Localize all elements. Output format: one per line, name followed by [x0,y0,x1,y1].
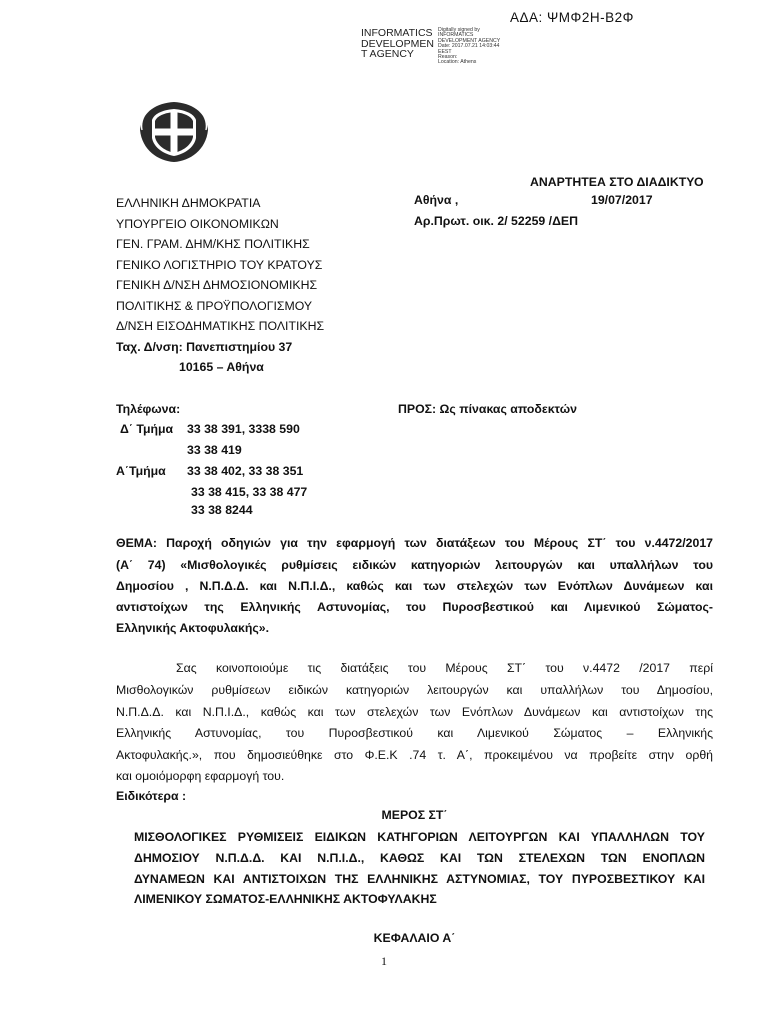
body-line: Ν.Π.Δ.Δ. και Ν.Π.Ι.Δ., καθώς και των στελεχών των Ενόπλων Δυνάμεων και αντιστοίχων της [116,705,713,719]
recipients-line: ΠΡΟΣ: Ως πίνακας αποδεκτών [398,402,577,416]
page-number: 1 [381,954,387,968]
dept-a-label: Α΄Τμήμα [116,464,166,478]
dept-a-phone: 33 38 415, 33 38 477 [191,485,308,499]
subject-line: αντιστοίχων της Ελληνικής Αστυνομίας, του Πυροσβεστικού και Λιμενικού Σώματος- [116,600,713,614]
subject-line: ΘΕΜΑ: Παροχή οδηγιών για την εφαρμογή των διατάξεων του Μέρους ΣΤ΄ του ν.4472/2017 [116,536,713,550]
dept-d-label: Δ΄ Τμήμα [120,422,174,436]
signature-detail-line: DEVELOPMENT AGENCY [438,37,501,44]
address-line: Ταχ. Δ/νση: Πανεπιστημίου 37 [116,339,293,354]
body-line: Ελληνικής Αστυνομίας, του Πυροσβεστικού και Λιμενικού Σώματος – Ελληνικής [116,726,713,740]
dept-a-phone: 33 38 402, 33 38 351 [187,464,304,478]
body-line: Ακτοφυλακής.», που δημοσιεύθηκε στο Φ.Ε.Κ .74 τ. Α΄, προκειμένου να προβείτε στην ορθή [116,748,713,762]
signature-name-line: DEVELOPMEN [361,37,434,50]
body-line: Σας κοινοποιούμε τις διατάξεις του Μέρους ΣΤ΄ του ν.4472 /2017 περί [176,661,713,675]
sender-line: ΠΟΛΙΤΙΚΗΣ & ΠΡΟΫΠΟΛΟΓΙΣΜΟΥ [116,298,313,313]
sender-line: ΥΠΟΥΡΓΕΙΟ ΟΙΚΟΝΟΜΙΚΩΝ [116,216,279,231]
chapter-title: ΚΕΦΑΛΑΙΟ Α΄ [373,931,456,945]
dept-d-phone: 33 38 391, 3338 590 [187,422,300,436]
subject-line: Ελληνικής Ακτοφυλακής». [116,621,269,635]
signature-detail-line: INFORMATICS [438,32,474,39]
part-line: ΜΙΣΘΟΛΟΓΙΚΕΣ ΡΥΘΜΙΣΕΙΣ ΕΙΔΙΚΩΝ ΚΑΤΗΓΟΡΙΩΝ ΛΕΙΤΟΥΡΓΩΝ ΚΑΙ ΥΠΑΛΛΗΛΩΝ ΤΟΥ [134,830,705,844]
postal-line: 10165 – Αθήνα [179,360,264,374]
document-date: 19/07/2017 [591,193,653,207]
signature-name [361,28,434,60]
part-line: ΛΙΜΕΝΙΚΟΥ ΣΩΜΑΤΟΣ-ΕΛΛΗΝΙΚΗΣ ΑΚΤΟΦΥΛΑΚΗΣ [134,892,437,906]
city-label: Αθήνα , [414,193,459,207]
sender-line: ΓΕΝΙΚΟ ΛΟΓΙΣΤΗΡΙΟ ΤΟΥ ΚΡΑΤΟΥΣ [116,257,323,272]
part-line: ΔΗΜΟΣΙΟΥ Ν.Π.Δ.Δ. ΚΑΙ Ν.Π.Ι.Δ., ΚΑΘΩΣ ΚΑΙ ΤΩΝ ΣΤΕΛΕΧΩΝ ΤΩΝ ΕΝΟΠΛΩΝ [134,851,705,865]
signature-name-line: INFORMATICS [361,27,433,39]
sender-line: ΓΕΝ. ΓΡΑΜ. ΔΗΜ/ΚΗΣ ΠΟΛΙΤΙΚΗΣ [116,237,310,251]
body-line: και ομοιόμορφη εφαρμογή του. [116,769,285,783]
subject-line: Δημοσίου , Ν.Π.Δ.Δ. και Ν.Π.Ι.Δ., καθώς και των στελεχών των Ενόπλων Δυνάμεων και [116,579,713,593]
dept-d-phone: 33 38 419 [187,443,242,457]
signature-detail-line: EEST [438,48,452,55]
protocol-number: Αρ.Πρωτ. οικ. 2/ 52259 /ΔΕΠ [414,214,578,228]
signature-detail-line: Date: 2017.07.21 14:03:44 [438,43,500,50]
post-notice: ΑΝΑΡΤΗΤΕΑ ΣΤΟ ΔΙΑΔΙΚΤΥΟ [530,175,704,189]
part-line: ΔΥΝΑΜΕΩΝ ΚΑΙ ΑΝΤΙΣΤΟΙΧΩΝ ΤΗΣ ΕΛΛΗΝΙΚΗΣ ΑΣΤΥΝΟΜΙΑΣ, ΤΟΥ ΠΥΡΟΣΒΕΣΤΙΚΟΥ ΚΑΙ [134,872,705,886]
signature-detail-line: Location: Athens [438,59,477,66]
signature-detail-line: Reason: [438,54,458,61]
signature-detail-line: Digitally signed by [438,27,480,33]
greek-emblem-icon [136,100,212,164]
ada-code: ΑΔΑ: ΨΜΦ2Η-Β2Φ [510,10,634,25]
dept-a-phone: 33 38 8244 [191,503,253,517]
part-title: ΜΕΡΟΣ ΣΤ΄ [381,808,448,822]
sender-line: Δ/ΝΣΗ ΕΙΣΟΔΗΜΑΤΙΚΗΣ ΠΟΛΙΤΙΚΗΣ [116,319,325,333]
signature-details [438,28,500,66]
sender-line: ΕΛΛΗΝΙΚΗ ΔΗΜΟΚΡΑΤΙΑ [116,196,261,210]
sender-line: ΓΕΝΙΚΗ Δ/ΝΣΗ ΔΗΜΟΣΙΟΝΟΜΙΚΗΣ [116,278,318,292]
signature-name-line: T AGENCY [361,48,414,60]
specifically-label: Ειδικότερα : [116,789,187,803]
sender-block [116,193,324,378]
subject-line: (Α΄ 74) «Μισθολογικές ρυθμίσεις ειδικών κατηγοριών λειτουργών και υπαλλήλων του [116,558,713,572]
phones-label: Τηλέφωνα: [116,402,181,416]
body-line: Μισθολογικών ρυθμίσεων ειδικών κατηγοριών λειτουργών και υπαλλήλων του Δημοσίου, [116,683,713,697]
